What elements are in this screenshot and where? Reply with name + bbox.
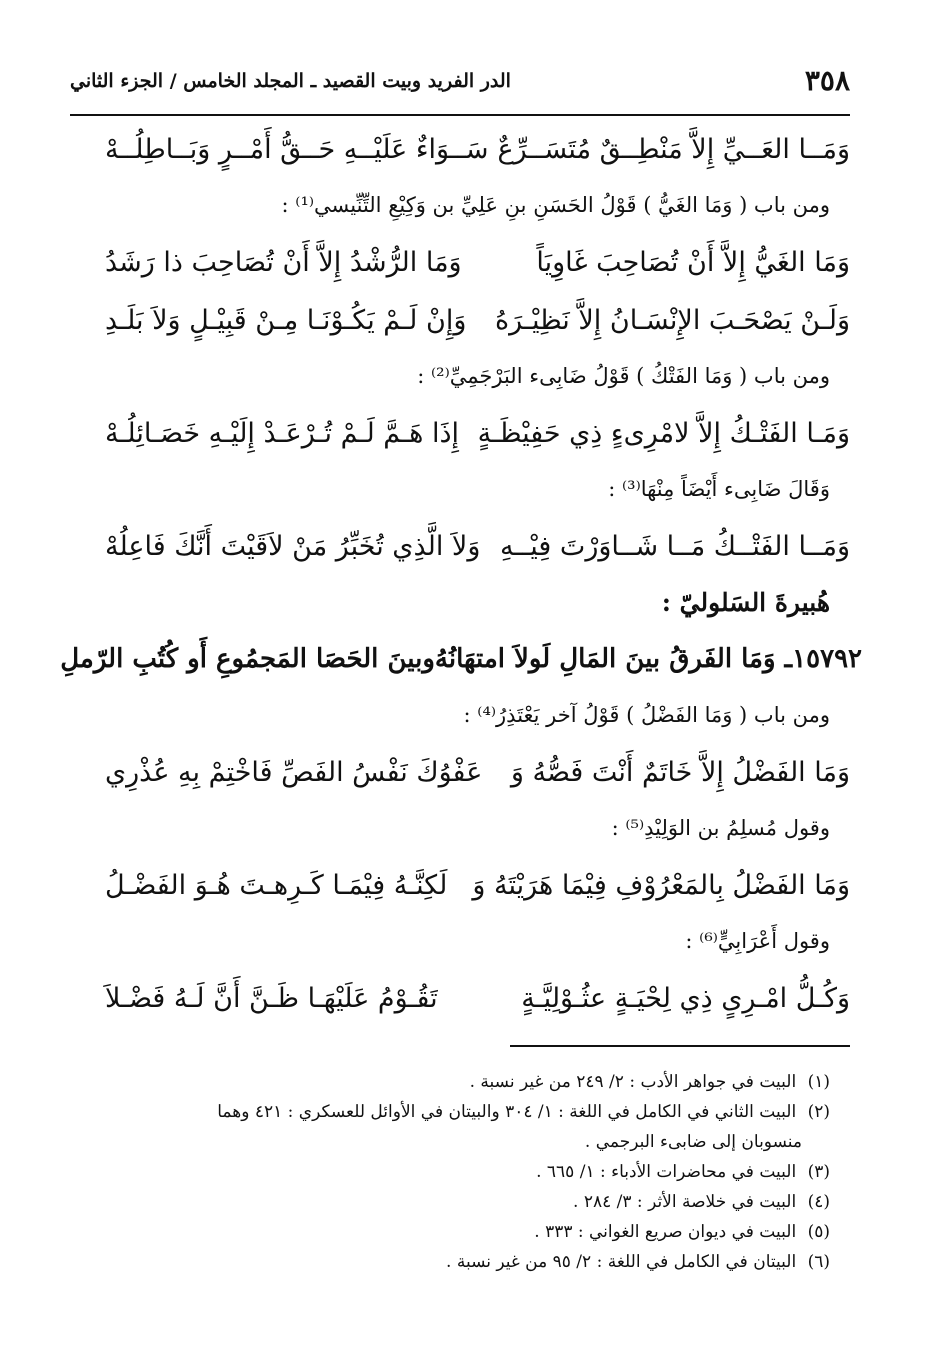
verse-second-hemistich: سَــوَاءٌ عَلَيْــهِ حَــقُّ أَمْــرٍ وَبَــاطِلُــهْ [105,133,489,165]
verse-line [105,120,850,178]
verse-line [105,233,850,291]
verse-line [105,969,850,1027]
verse-first-hemistich: وَلَـنْ يَصْحَـبَ الإِنْسَـانُ إِلاَّ نَظِيْـرَهُ [495,304,850,336]
verse-first-hemistich: وَمَا الفَضْلُ بِالمَعْرُوْفِ فِيْمَا هَرَيْتَهُ وَ [472,869,850,901]
verse-second-hemistich: لَكِنَّـهُ فِيْمَـا كَـرِهـتَ هُـوَ الفَضْـلُ [105,869,448,901]
verse-second-hemistich: إِذَا هَـمَّ لَـمْ تُـرْعَـدْ إِلَيْـهِ خَصَـائِلُـهْ [105,417,460,449]
footnote [80,1217,850,1247]
footnote-number: (١) [807,1072,830,1092]
footnote [80,1067,850,1097]
verse-first-hemistich: وَمَـا الفَتْـكُ إِلاَّ لامْرِىءٍ ذِي حَفِيْظَـةٍ [477,417,850,449]
verse-first-hemistich: وَمَا الفَضْلُ إِلاَّ خَاتَمٌ أَنْتَ فَصُّهُ وَ [510,756,850,788]
verse-second-hemistich: وَإِنْ لَـمْ يَكُـوْنَـا مِـنْ قَبِيْـلٍ وَلاَ بَلَـدِ [105,304,467,336]
numbered-verse-line [60,630,862,688]
verse-first-hemistich: ١٥٧٩٢ـ وَمَا الفَرقُ بينَ المَالِ لَولاَ امتهَانُهُ [434,644,862,674]
footnote [80,1247,850,1277]
verse-second-hemistich: وَلاَ الَّذِي تُخَبِّرُ مَنْ لاَقَيْتَ أَنَّكَ فَاعِلُهْ [105,530,481,562]
verse-first-hemistich: وَمَــا الفَتْــكُ مَــا شَــاوَرْتَ فِيْــهِ [499,530,850,562]
running-title: الدر الفريد وبيت القصيد ـ المجلد الخامس / الجزء الثاني [70,70,511,92]
prose-intro: ومن باب ( وَمَا الفَتْكُ ) قَوْلُ ضَابِىء البَرْجَمِيِّ⁽²⁾ : [417,364,830,388]
poet-heading: هُبيرةَ السَلوليّ : [661,588,830,617]
footnote-divider [510,1045,850,1047]
footnote-number: (٥) [807,1222,830,1242]
verse-line [105,517,850,575]
prose-intro: ومن باب ( وَمَا الفَضْلُ ) قَوْلُ آخر يَعْتَذِرُ⁽⁴⁾ : [463,703,830,727]
footnote-number: (٦) [807,1252,830,1272]
page-number: ٣٥٨ [804,64,850,97]
prose-intro: وقول مُسلِمُ بن الوَلِيْدِ⁽⁵⁾ : [611,816,830,840]
footnote [80,1187,850,1217]
running-header [70,60,850,116]
prose-intro: ومن باب ( وَمَا الغَيُّ ) قَوْلُ الحَسَنِ بنِ عَلِيِّ بن وَكِيْعِ التِّنِّيسي⁽¹⁾ : [281,193,830,217]
footnote-text: البيت في جواهر الأدب : ٢/ ٢٤٩ من غير نسبة . [469,1072,797,1092]
verse-line [105,743,850,801]
verse-second-hemistich: تَقُـوْمُ عَلَيْهَـا ظَـنَّ أَنَّ لَـهُ فَضْـلاَ [105,982,438,1014]
footnote-text: البيت الثاني في الكامل في اللغة : ١/ ٣٠٤ والبيتان في الأوائل للعسكري : ٤٢١ وهما [217,1102,797,1122]
footnote [80,1157,850,1187]
verse-first-hemistich: وَكُـلُّ امْـرِىٍ ذِي لِحْيَـةٍ عثُـوْلِيَّـةٍ [521,982,850,1014]
verse-first-hemistich: وَمَا الغَيُّ إِلاَّ أَنْ تُصَاحِبَ غَاوِيَاً [536,246,850,278]
verse-second-hemistich: وَمَا الرُّشْدُ إِلاَّ أَنْ تُصَاحِبَ ذا رَشَدُ [105,246,462,278]
footnote-number: (٤) [807,1192,830,1212]
verse-line [105,856,850,914]
footnotes [80,1067,850,1277]
footnote-text: البيتان في الكامل في اللغة : ٢/ ٩٥ من غير نسبة . [446,1252,797,1272]
footnote-text: البيت في خلاصة الأثر : ٣/ ٢٨٤ . [573,1192,797,1212]
footnote-text: البيت في محاضرات الأدباء : ١/ ٦٦٥ . [536,1162,797,1182]
main-text [60,120,862,1027]
footnote-number: (٣) [807,1162,830,1182]
footnote-number: (٢) [807,1102,830,1122]
verse-second-hemistich: عَفْوُكَ نَفْسُ الفَصِّ فَاخْتِمْ بِهِ عُذْرِي [105,756,483,788]
verse-first-hemistich: وَمَــا العَــيِّ إِلاَّ مَنْطِــقٌ مُتَسَــرِّعٌ [497,133,850,165]
footnote-continuation: منسوبان إلى ضابىء البرجمي . [584,1132,802,1152]
prose-intro: وقول أَعْرَابِيٍّ⁽⁶⁾ : [685,929,830,953]
footnote [80,1097,850,1127]
verse-line [105,291,850,349]
verse-second-hemistich: وبينَ الحَصَا المَجمُوعِ أَو كُتُبِ الرّملِ [60,644,435,674]
prose-intro: وَقَالَ ضَابِىء أَيْضَاً مِنْهَا⁽³⁾ : [608,477,830,501]
footnote-text: البيت في ديوان صريع الغواني : ٣٣٣ . [534,1222,797,1242]
verse-line [105,404,850,462]
